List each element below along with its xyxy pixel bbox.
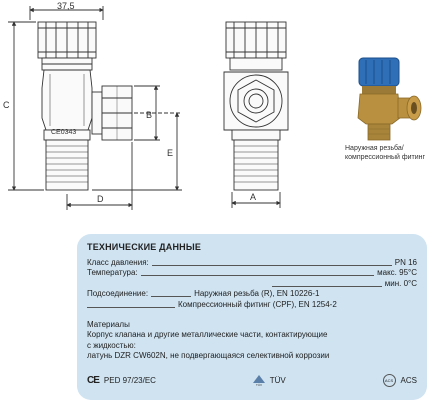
spec-value: PN 16 — [394, 257, 417, 267]
acs-label: ACS — [400, 376, 417, 385]
spec-label: Температура: — [87, 268, 138, 277]
spec-row-connection-cpf — [87, 299, 417, 310]
spec-row-temp-max — [87, 268, 417, 279]
dim-b-label: B — [146, 110, 153, 120]
tech-data-panel — [77, 234, 427, 400]
tuv-cert — [253, 375, 286, 386]
spec-row-pressure — [87, 257, 417, 268]
tech-data-title: ТЕХНИЧЕСКИЕ ДАННЫЕ — [87, 242, 202, 252]
certifications — [87, 374, 417, 387]
side-view — [224, 22, 288, 208]
product-photo — [358, 58, 421, 140]
photo-caption-line2: компрессионный фитинг — [345, 154, 426, 161]
spec-value: макс. 95°C — [377, 268, 417, 277]
front-view — [8, 6, 182, 210]
dim-d-label: D — [97, 194, 104, 204]
body-mark: CE0343 — [51, 129, 77, 136]
tuv-label: TÜV — [269, 376, 286, 385]
dim-top-width: 37,5 — [57, 1, 75, 11]
photo-caption — [345, 144, 431, 162]
dim-c-label: C — [3, 100, 10, 110]
ped-cert — [87, 375, 156, 386]
photo-caption-line1: Наружная резьба/ — [345, 145, 404, 152]
spec-label: Подсоединение: — [87, 289, 149, 298]
dim-e-label: E — [167, 148, 174, 158]
dim-a-label: A — [250, 192, 257, 202]
spec-row-temp-min — [87, 278, 417, 289]
ce-mark-icon: CE — [87, 375, 99, 386]
tuv-icon — [253, 375, 265, 386]
spec-label: Класс давления: — [87, 257, 149, 267]
materials-line1: Корпус клапана и другие металлические части, контактирующие — [87, 330, 328, 339]
materials-title: Материалы — [87, 319, 130, 329]
ped-label: PED 97/23/EC — [103, 376, 156, 385]
materials-line2: с жидкостью: — [87, 340, 136, 350]
spec-row-connection-r — [87, 289, 417, 300]
spec-value: Наружная резьба (R), EN 10226-1 — [194, 289, 320, 298]
materials-line3: латунь DZR CW602N, не подвергающаяся селективной коррозии — [87, 351, 330, 360]
acs-cert — [383, 374, 417, 387]
spec-value: мин. 0°C — [384, 278, 417, 288]
tuv-icon-text: TÜV — [255, 382, 262, 386]
spec-value: Компрессионный фитинг (CPF), EN 1254-2 — [178, 299, 337, 309]
acs-icon: ACS — [383, 374, 396, 387]
